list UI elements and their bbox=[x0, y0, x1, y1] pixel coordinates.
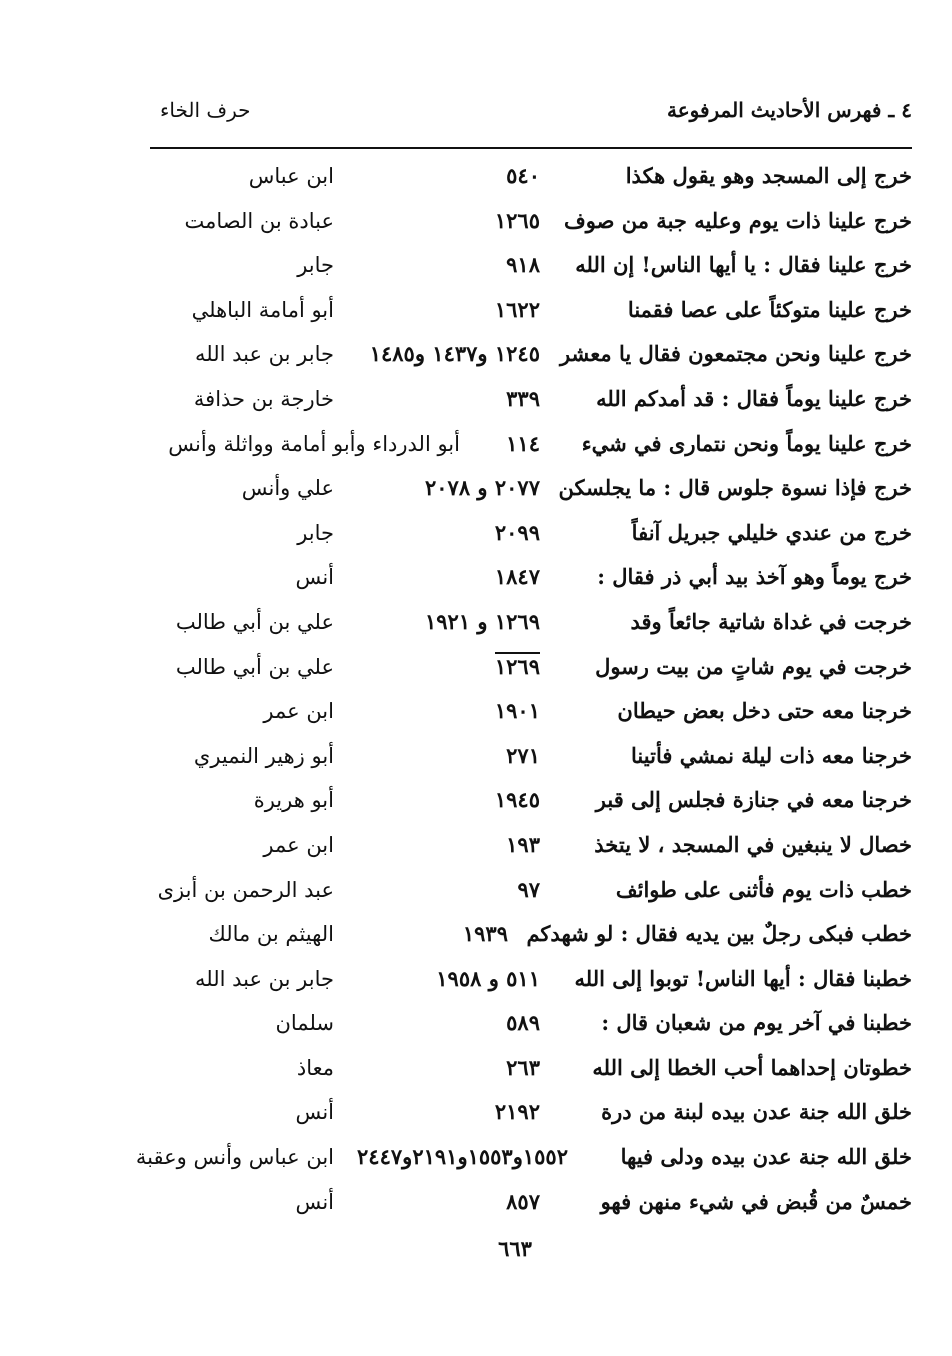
narrator: ابن عمر bbox=[263, 699, 334, 724]
hadith-text: خطوتان إحداهما أحب الخطا إلى الله bbox=[592, 1054, 912, 1080]
narrator: أبو أمامة الباهلي bbox=[191, 297, 334, 322]
index-entry bbox=[140, 1002, 912, 1047]
hadith-number: ١١٤ bbox=[506, 430, 540, 456]
narrator: علي بن أبي طالب bbox=[175, 654, 334, 679]
hadith-number: ٩١٨ bbox=[506, 252, 540, 278]
hadith-number: ١٢٤٥ و١٤٣٧ و١٤٨٥ bbox=[369, 341, 540, 367]
narrator: أنس bbox=[295, 1189, 334, 1214]
hadith-text: خرج علينا فقال : يا أيها الناس! إن الله bbox=[575, 252, 912, 278]
hadith-number: ١٩٣ bbox=[506, 831, 540, 857]
section-title: حرف الخاء bbox=[160, 98, 251, 122]
hadith-number: ٥٤٠ bbox=[506, 163, 540, 188]
hadith-number: ١٢٦٥ bbox=[494, 207, 540, 233]
hadith-text: خرجنا معه في جنازة فجلس إلى قبر bbox=[595, 787, 912, 813]
index-entry bbox=[140, 467, 912, 512]
narrator: ابن عباس وأنس وعقبة bbox=[135, 1145, 334, 1170]
hadith-text: خلق الله جنة عدن بيده لبنة من درة bbox=[601, 1099, 912, 1125]
narrator: جابر bbox=[297, 520, 334, 545]
hadith-number: ٥٨٩ bbox=[506, 1010, 540, 1036]
hadith-number: ١٩٤٥ bbox=[494, 787, 540, 813]
hadith-text: خرج علينا يوماً فقال : قد أمدكم الله bbox=[596, 385, 912, 411]
index-entry bbox=[140, 824, 912, 869]
hadith-text: خرج علينا متوكئاً على عصا فقمنا bbox=[627, 296, 912, 322]
narrator: ابن عباس bbox=[248, 164, 334, 188]
hadith-number: ١٨٤٧ bbox=[494, 564, 540, 590]
index-entry bbox=[140, 155, 912, 200]
index-entry bbox=[140, 779, 912, 824]
hadith-text: خرج علينا ونحن مجتمعون فقال يا معشر bbox=[559, 341, 912, 367]
index-entry bbox=[140, 646, 912, 691]
narrator: عبد الرحمن بن أبزى bbox=[157, 877, 334, 902]
index-entry bbox=[140, 690, 912, 735]
hadith-number: ٢٠٩٩ bbox=[494, 519, 540, 545]
hadith-number: ١٢٦٩ و ١٩٢١ bbox=[424, 608, 540, 634]
narrator: أنس bbox=[295, 565, 334, 590]
index-entry bbox=[140, 958, 912, 1003]
hadith-number: ١٦٢٢ bbox=[494, 296, 540, 322]
index-entry bbox=[140, 1181, 912, 1226]
hadith-number: ١٩٣٩ bbox=[462, 921, 508, 947]
index-entry bbox=[140, 735, 912, 780]
index-entry bbox=[135, 1136, 912, 1181]
narrator: أنس bbox=[295, 1100, 334, 1125]
index-entry bbox=[140, 1047, 912, 1092]
hadith-number: ١٥٥٢و١٥٥٣و٢١٩١و٢٤٤٧ bbox=[357, 1144, 568, 1170]
hadith-number: ٢١٩٢ bbox=[494, 1099, 540, 1125]
narrator: جابر بن عبد الله bbox=[194, 966, 334, 991]
hadith-text: خطبنا في آخر يوم من شعبان قال : bbox=[601, 1010, 912, 1036]
narrator: جابر بن عبد الله bbox=[194, 342, 334, 367]
hadith-index-list bbox=[135, 155, 912, 1225]
index-entry bbox=[140, 512, 912, 557]
index-entry bbox=[140, 244, 912, 289]
index-entry bbox=[140, 289, 912, 334]
index-entry bbox=[140, 913, 912, 958]
narrator: الهيثم بن مالك bbox=[208, 922, 334, 947]
hadith-number: ٨٥٧ bbox=[506, 1188, 540, 1214]
hadith-text: خلق الله جنة عدن بيده ودلى فيها bbox=[620, 1144, 912, 1170]
narrator: عبادة بن الصامت bbox=[184, 208, 334, 233]
index-entry bbox=[140, 556, 912, 601]
narrator: علي وأنس bbox=[241, 476, 334, 501]
hadith-text: خرج إلى المسجد وهو يقول هكذا bbox=[625, 163, 912, 188]
hadith-text: خمسٌ من قُبض في شيء منهن فهو bbox=[600, 1188, 912, 1214]
index-entry bbox=[140, 601, 912, 646]
hadith-number: ٢٠٧٧ و ٢٠٧٨ bbox=[424, 475, 540, 501]
hadith-text: خصال لا ينبغين في المسجد ، لا يتخذ bbox=[594, 831, 912, 857]
narrator: علي بن أبي طالب bbox=[175, 609, 334, 634]
hadith-number: ٢٧١ bbox=[506, 742, 540, 768]
hadith-text: خرجنا معه ذات ليلة نمشي فأتينا bbox=[631, 742, 912, 768]
hadith-text: خطبنا فقال : أيها الناس! توبوا إلى الله bbox=[574, 965, 912, 991]
hadith-text: خطب ذات يوم فأثنى على طوائف bbox=[615, 876, 912, 902]
narrator: أبو الدرداء وأبو أمامة وواثلة وأنس bbox=[168, 431, 460, 456]
index-entry bbox=[140, 333, 912, 378]
narrator: أبو زهير النميري bbox=[193, 743, 334, 768]
hadith-text: خرج يوماً وهو آخذ بيد أبي ذر فقال : bbox=[597, 564, 912, 590]
hadith-text: خرج علينا يوماً ونحن نتمارى في شيء bbox=[581, 430, 912, 456]
narrator: سلمان bbox=[275, 1011, 334, 1036]
index-entry bbox=[140, 423, 912, 468]
hadith-number: ١٢٦٩ bbox=[494, 653, 540, 679]
narrator: أبو هريرة bbox=[253, 788, 334, 813]
narrator: جابر bbox=[297, 253, 334, 278]
hadith-text: خرجنا معه حتى دخل بعض حيطان bbox=[617, 698, 912, 724]
index-entry bbox=[140, 869, 912, 914]
header-rule bbox=[150, 147, 912, 149]
index-entry bbox=[140, 1091, 912, 1136]
hadith-number: ٢٦٣ bbox=[506, 1054, 540, 1080]
hadith-text: خرجت في يوم شاتٍ من بيت رسول bbox=[595, 653, 912, 679]
narrator: معاذ bbox=[296, 1055, 334, 1080]
hadith-text: خرج من عندي خليلي جبريل آنفاً bbox=[631, 519, 912, 545]
hadith-number: ٩٧ bbox=[517, 876, 540, 902]
hadith-number: ١٩٠١ bbox=[494, 698, 540, 724]
hadith-text: خطب فبكى رجلٌ بين يديه فقال : لو شهدكم bbox=[526, 921, 912, 947]
running-header bbox=[150, 92, 912, 132]
hadith-number: ٣٣٩ bbox=[506, 385, 540, 411]
hadith-text: خرج علينا ذات يوم وعليه جبة من صوف bbox=[564, 207, 912, 233]
hadith-text: خرج فإذا نسوة جلوس قال : ما يجلسكن bbox=[558, 475, 912, 501]
hadith-number: ٥١١ و ١٩٥٨ bbox=[436, 965, 540, 991]
page-number: ٦٦٣ bbox=[498, 1236, 532, 1261]
index-title: ٤ ـ فهرس الأحاديث المرفوعة bbox=[666, 98, 912, 122]
narrator: خارجة بن حذافة bbox=[193, 386, 334, 411]
narrator: ابن عمر bbox=[263, 832, 334, 857]
index-entry bbox=[140, 378, 912, 423]
index-entry bbox=[140, 200, 912, 245]
hadith-text: خرجت في غداة شاتية جائعاً وقد bbox=[630, 608, 912, 634]
